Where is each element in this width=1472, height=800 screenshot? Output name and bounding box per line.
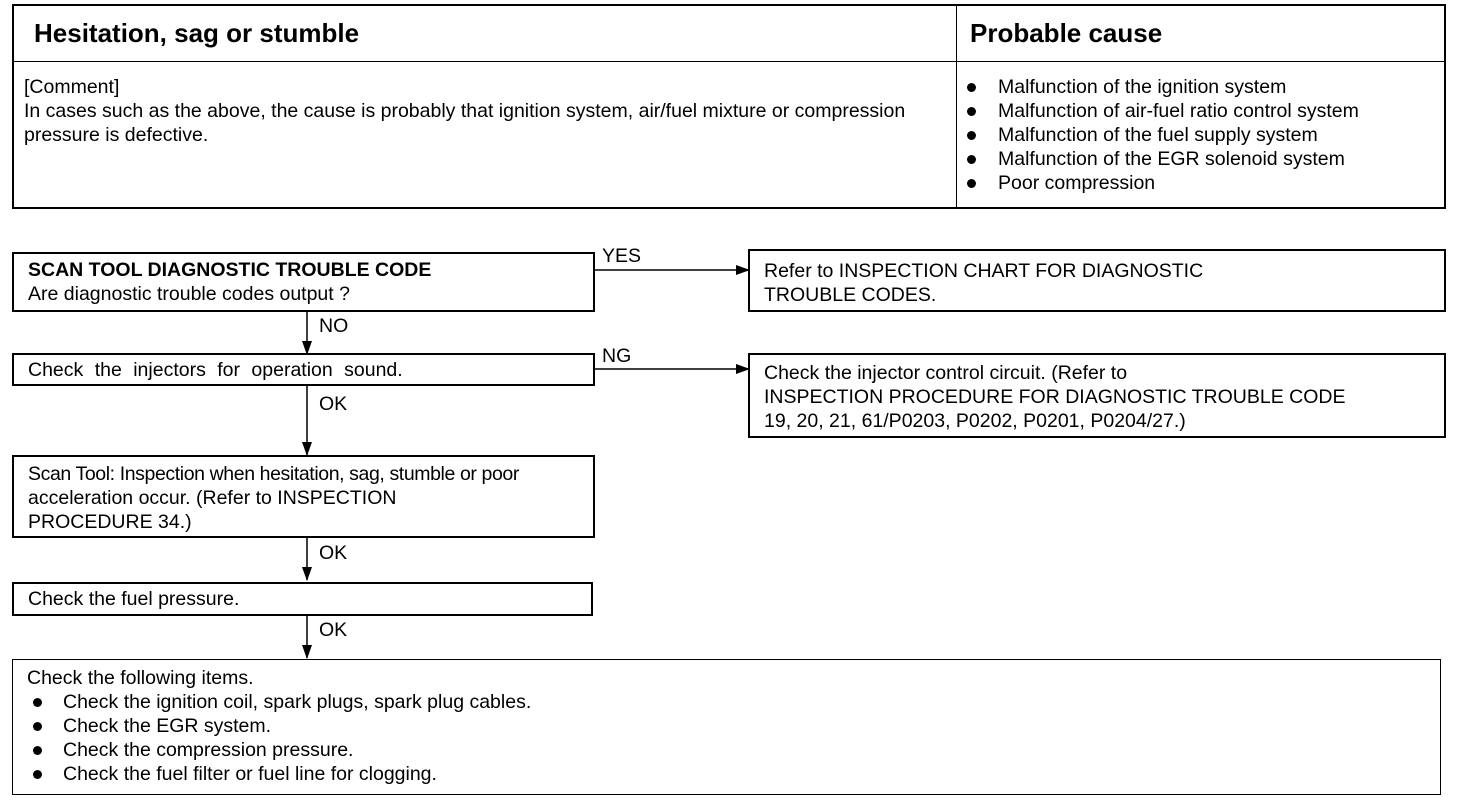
step3-line3: PROCEDURE 34.): [28, 511, 192, 533]
check-item: Check the ignition coil, spark plugs, spark plug cables.: [27, 690, 1426, 714]
final-check-list: [27, 690, 1426, 786]
cause-item: Poor compression: [964, 171, 1444, 195]
comment-text: In cases such as the above, the cause is probably that ignition system, air/fuel mixture or compression pressure is defective.: [24, 100, 906, 146]
check-item: Check the fuel filter or fuel line for clogging.: [27, 762, 1426, 786]
step4-text: Check the fuel pressure.: [28, 588, 240, 610]
step3-line1: Scan Tool: Inspection when hesitation, sag, stumble or poor: [28, 463, 519, 485]
step-injector-sound: [12, 353, 595, 386]
result-injector-circuit: [748, 353, 1446, 438]
comment-label: [Comment]: [24, 76, 120, 98]
step3-line2: acceleration occur. (Refer to INSPECTION: [28, 487, 397, 509]
step-scan-tool-inspection: [12, 455, 595, 538]
cause-item: Malfunction of the EGR solenoid system: [964, 147, 1444, 171]
ok-label: OK: [319, 393, 348, 415]
step2-text: Check the injectors for operation sound.: [28, 359, 403, 381]
cause-item: Malfunction of the fuel supply system: [964, 123, 1444, 147]
check-item: Check the compression pressure.: [27, 738, 1426, 762]
probable-cause-title: Probable cause: [970, 18, 1163, 48]
yes-result-line2: TROUBLE CODES.: [764, 284, 937, 306]
cause-item: Malfunction of air-fuel ratio control system: [964, 99, 1444, 123]
step-fuel-pressure: [12, 582, 593, 616]
ng-result-line3: 19, 20, 21, 61/P0203, P0202, P0201, P0204/27.): [764, 410, 1186, 432]
step1-title: SCAN TOOL DIAGNOSTIC TROUBLE CODE: [28, 259, 432, 281]
step-scan-tool-dtc: [12, 252, 595, 312]
ng-label: NG: [602, 345, 632, 367]
ng-result-line1: Check the injector control circuit. (Refer to: [764, 362, 1128, 384]
yes-label: YES: [602, 245, 642, 267]
cause-item: Malfunction of the ignition system: [964, 75, 1444, 99]
final-check-items: [12, 659, 1441, 795]
yes-result-line1: Refer to INSPECTION CHART FOR DIAGNOSTIC: [764, 260, 1204, 282]
check-item: Check the EGR system.: [27, 714, 1426, 738]
ok-label: OK: [319, 542, 348, 564]
final-intro: Check the following items.: [27, 667, 254, 689]
ok-label: OK: [319, 619, 348, 641]
symptom-title: Hesitation, sag or stumble: [34, 18, 360, 48]
result-refer-dtc-chart: [748, 249, 1446, 312]
no-label: NO: [319, 315, 349, 337]
step1-question: Are diagnostic trouble codes output ?: [28, 283, 350, 305]
ng-result-line2: INSPECTION PROCEDURE FOR DIAGNOSTIC TROUBLE CODE: [764, 386, 1346, 408]
